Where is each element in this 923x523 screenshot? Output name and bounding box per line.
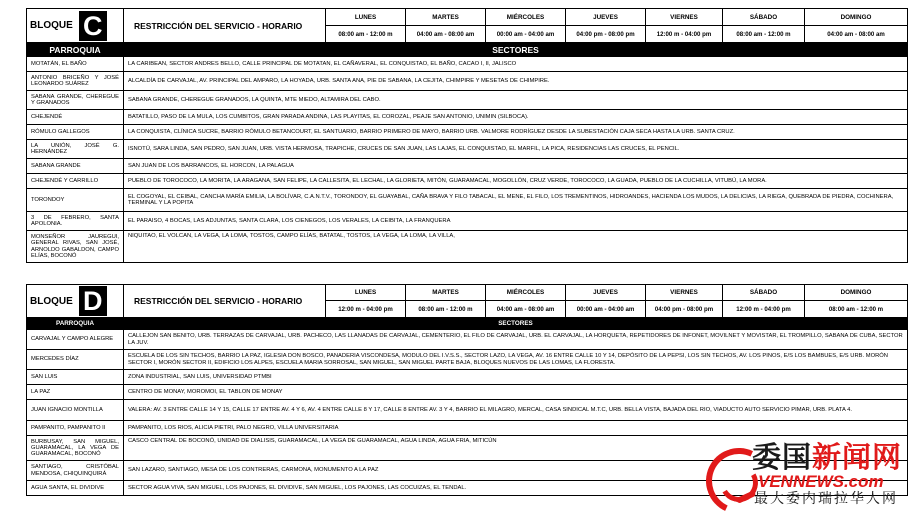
- bloque-letter: C: [79, 11, 107, 41]
- table-row: [27, 385, 908, 400]
- time-slot-friday: 12:00 m - 04:00 pm: [646, 26, 723, 43]
- table-row: [27, 330, 908, 350]
- day-header-monday: LUNES: [326, 285, 406, 301]
- schedule-table-c: [26, 8, 908, 263]
- watermark-title-a: 委国: [752, 442, 813, 474]
- parroquia-column-header: PARROQUIA: [27, 318, 124, 330]
- sectores-cell: CASCO CENTRAL DE BOCONÓ, UNIDAD DE DIALISIS, GUARAMACAL, LA VEGA DE GUARAMACAL, AGUA LINDA, AGUA FRIA, MITICÚN: [124, 436, 908, 461]
- bloque-label: BLOQUE: [30, 295, 73, 307]
- day-header-saturday: SÁBADO: [723, 285, 805, 301]
- time-slot-wednesday: 00:00 am - 04:00 am: [486, 26, 566, 43]
- table-row: [27, 110, 908, 125]
- table-row: [27, 140, 908, 159]
- bloque-letter: D: [79, 286, 107, 316]
- parroquia-cell: BURBUSAY, SAN MIGUEL, GUARAMACAL, LA VEGA DE GUARAMACAL, BOCONÓ: [27, 436, 124, 461]
- day-header-monday: LUNES: [326, 9, 406, 26]
- table-row: [27, 400, 908, 421]
- time-slot-tuesday: 04:00 am - 08:00 am: [406, 26, 486, 43]
- day-header-wednesday: MIÉRCOLES: [486, 285, 566, 301]
- bloque-label: BLOQUE: [30, 20, 73, 31]
- sectores-cell: CENTRO DE MONAY, MOROMOI, EL TABLON DE MONAY: [124, 385, 908, 400]
- table-row: [27, 350, 908, 370]
- parroquia-cell: MONSEÑOR JAUREGUI, GENERAL RIVAS, SAN JOSÉ, ARNOLDO GABALDON, CAMPO ELÍAS, BOCONÓ: [27, 231, 124, 263]
- table-row: [27, 212, 908, 231]
- parroquia-cell: SAN LUIS: [27, 370, 124, 385]
- table-row: [27, 370, 908, 385]
- parroquia-cell: CHEJENDÉ: [27, 110, 124, 125]
- sectores-cell: ISNOTÚ, SARA LINDA, SAN PEDRO, SAN JUAN, URB. VISTA HERMOSA, TRAPICHE, CRUCES DE SAN JUAN, LAS LAJAS, EL CONQUISTAO, EL MARFIL, LA PICA, RESIDENCIAS LAS CRUCES, EL PENCIL.: [124, 140, 908, 159]
- parroquia-cell: AGUA SANTA, EL DIVIDIVE: [27, 481, 124, 496]
- watermark-title: [752, 442, 902, 474]
- day-header-thursday: JUEVES: [566, 9, 646, 26]
- parroquia-cell: LA PAZ: [27, 385, 124, 400]
- parroquia-cell: SANTIAGO, CRISTÓBAL MENDOSA, CHIQUINQUIRÁ: [27, 461, 124, 481]
- day-header-thursday: JUEVES: [566, 285, 646, 301]
- time-slot-tuesday: 08:00 am - 12:00 m: [406, 301, 486, 318]
- schedule-title: RESTRICCIÓN DEL SERVICIO - HORARIO: [124, 9, 326, 43]
- time-slot-monday: 08:00 am - 12:00 m: [326, 26, 406, 43]
- time-slot-thursday: 00:00 am - 04:00 am: [566, 301, 646, 318]
- sectores-cell: ALCALDÍA DE CARVAJAL, AV. PRINCIPAL DEL AMPARO, LA HOYADA, URB. SANTA ANA, PIE DE SABANA, LA CEJITA, CHIMPIRE Y MESETAS DE CHIMPIRE.: [124, 72, 908, 91]
- sectores-cell: BATATILLO, PASO DE LA MULA, LOS CUMBITOS, GRAN PARADA ANDINA, LAS PLAYITAS, EL COROZAL, PEAJE SAN ANTONIO, UNIMIN (SILBOCA).: [124, 110, 908, 125]
- column-header-bar: [27, 43, 908, 57]
- parroquia-column-header: PARROQUIA: [27, 43, 124, 57]
- sectores-cell: LA CONQUISTA, CLÍNICA SUCRE, BARRIO RÓMULO BETANCOURT, EL SANTUARIO, BARRIO PRIMERO DE MAYO, BARRIO URB. VALMORE RODRÍGUEZ DESDE LA SUBESTACIÓN CAJA SECA HASTA LA URB. SANTA CRUZ.: [124, 125, 908, 140]
- watermark-tagline: 最大委内瑞拉华人网: [754, 490, 898, 506]
- time-slot-saturday: 12:00 m - 04:00 pm: [723, 301, 805, 318]
- parroquia-cell: JUAN IGNACIO MONTILLA: [27, 400, 124, 421]
- sectores-cell: EL PARAISO, 4 BOCAS, LAS ADJUNTAS, SANTA CLARA, LOS CIENEGOS, LOS VERALES, LA CEIBITA, LA FRANQUERA: [124, 212, 908, 231]
- sectores-cell: PUEBLO DE TOROCOCO, LA MORITA, LA ARAGANA, SAN FELIPE, LA CALLESITA, EL LECHAL, LA GLORIETA, MITÓN, GUARAMACAL, MOGOLLÓN, CRUZ VERDE, TOROCOCO, LA GUADA, PUEBLO DE LA CUCHILLA, VITUBÚ, LA MORA.: [124, 174, 908, 189]
- block-c-schedule: [26, 8, 907, 263]
- parroquia-cell: TORONDOY: [27, 189, 124, 212]
- bloque-label-cell: [27, 285, 124, 318]
- table-row: [27, 72, 908, 91]
- sectores-cell: ESCUELA DE LOS SIN TECHOS, BARRIO LA PAZ, IGLESIA DON BOSCO, PANADERIA VISCONDESA, MODULO DEL I.V.S.S., SECTOR LAZO, LA VEGA, AV. 16 ENTRE CALLE 10 Y 14, DEPÓSITO DE LA PEPSI, LOS SIN TECHOS, AV. LOS PINOS, E/S LOS BAMBUES, E/S URB. MORÓN SECTOR I, MORÓN SECTOR II, EDIFICIO LOS ALPES, ESCUELA MARIA SORROSAL, SAN MIGUEL, SAN MIGUEL PARTE BAJA, BLOQUES NUEVOS DE LAS LOMAS, LA FLORESTA.: [124, 350, 908, 370]
- table-row: [27, 189, 908, 212]
- table-row: [27, 159, 908, 174]
- parroquia-cell: ANTONIO BRICEÑO Y JOSÉ LEONARDO SUÁREZ: [27, 72, 124, 91]
- parroquia-cell: SABANA GRANDE: [27, 159, 124, 174]
- schedule-title: RESTRICCIÓN DEL SERVICIO - HORARIO: [124, 285, 326, 318]
- table-row: [27, 91, 908, 110]
- sectores-cell: VALERA: AV. 3 ENTRE CALLE 14 Y 15, CALLE 17 ENTRE AV. 4 Y 6, AV. 4 ENTRE CALLE 8 Y 17, CALLE 8 ENTRE AV. 3 Y 4, BARRIO EL MILAGRO, MERCAL, CASA SINDICAL M.T.C, URB. BELLA VISTA, BAJADA DEL RIO, VIADUCTO AUTO SERVICIO PIMAR, URB. PLATA 4.: [124, 400, 908, 421]
- day-header-saturday: SÁBADO: [723, 9, 805, 26]
- table-row: [27, 421, 908, 436]
- vennews-watermark: [706, 442, 916, 508]
- sectores-cell: LA CARIBEAN, SECTOR ANDRES BELLO, CALLE PRINCIPAL DE MOTATAN, EL CAÑAVERAL, EL CONQUISTAO, EL BAÑO, CACAO I, II, JALISCO: [124, 57, 908, 72]
- parroquia-cell: MOTATÁN, EL BAÑO: [27, 57, 124, 72]
- time-slot-saturday: 08:00 am - 12:00 m: [723, 26, 805, 43]
- bloque-label-cell: [27, 9, 124, 43]
- watermark-title-b: 新闻网: [812, 442, 903, 474]
- day-header-wednesday: MIÉRCOLES: [486, 9, 566, 26]
- sectores-cell: ZONA INDUSTRIAL, SAN LUIS, UNIVERSIDAD PTMBI: [124, 370, 908, 385]
- day-header-tuesday: MARTES: [406, 285, 486, 301]
- parroquia-cell: SABANA GRANDE, CHEREGUE Y GRANADOS: [27, 91, 124, 110]
- sectores-cell: PAMPANITO, LOS RIOS, ALICIA PIETRI, PALO NEGRO, VILLA UNIVERSITARIA: [124, 421, 908, 436]
- table-row: [27, 231, 908, 263]
- table-row: [27, 57, 908, 72]
- time-slot-sunday: 08:00 am - 12:00 m: [805, 301, 908, 318]
- sectores-cell: EL COGOYAL, EL CEIBAL, CANCHA MARÍA EMILIA, LA BOLÍVAR, C.A.N.T.V., TORONDOY, EL GUAYABAL, CAÑA BRAVA Y FILO TABACAL, EL MENE, EL FILO, LOS TREMENTINOS, HIDROANDES, HACIENDA LOS MUDOS, LA DELICIAS, LA RIEGA, QUEBRADA DE PIEDRA, COCHINERA, TERMINAL Y LA POPITA: [124, 189, 908, 212]
- sectores-cell: SAN LAZARO, SANTIAGO, MESA DE LOS CONTRERAS, CARMONA, MONUMENTO A LA PAZ: [124, 461, 908, 481]
- time-slot-wednesday: 04:00 am - 08:00 am: [486, 301, 566, 318]
- table-row: [27, 174, 908, 189]
- sectores-cell: SECTOR AGUA VIVA, SAN MIGUEL, LOS PAJONES, EL DIVIDIVE, SAN MIGUEL, LOS PAJONES, LAS COCUIZAS, EL TENDAL.: [124, 481, 908, 496]
- sectores-cell: SABANA GRANDE, CHEREGUE GRANADOS, LA QUINTA, MTE MIEDO, ALTAMIRA DEL CABO.: [124, 91, 908, 110]
- day-header-sunday: DOMINGO: [805, 285, 908, 301]
- sectores-column-header: SECTORES: [124, 43, 908, 57]
- parroquia-cell: 3 DE FEBRERO, SANTA APOLONIA.: [27, 212, 124, 231]
- time-slot-monday: 12:00 m - 04:00 pm: [326, 301, 406, 318]
- day-header-friday: VIERNES: [646, 9, 723, 26]
- time-slot-friday: 04:00 pm - 08:00 pm: [646, 301, 723, 318]
- table-row: [27, 125, 908, 140]
- parroquia-cell: PAMPANITO, PAMPANITO II: [27, 421, 124, 436]
- day-header-sunday: DOMINGO: [805, 9, 908, 26]
- parroquia-cell: CARVAJAL Y CAMPO ALEGRE: [27, 330, 124, 350]
- watermark-url: VENNEWS.com: [758, 472, 884, 491]
- day-header-friday: VIERNES: [646, 285, 723, 301]
- time-slot-thursday: 04:00 pm - 08:00 pm: [566, 26, 646, 43]
- parroquia-cell: RÓMULO GALLEGOS: [27, 125, 124, 140]
- column-header-bar: [27, 318, 908, 330]
- sectores-column-header: SECTORES: [124, 318, 908, 330]
- day-header-tuesday: MARTES: [406, 9, 486, 26]
- sectores-cell: CALLEJON SAN BENITO, URB. TERRAZAS DE CARVAJAL, URB. PACHECO, LAS LLANADAS DE CARVAJAL, CEMENTERIO, EL FILO DE CARVAJAL, URB. EL CARVAJAL, LA HORQUETA, REPETIDORES DE INFONET, MOVILNET Y MOVISTAR, EL TROMPILLO, SABANA DE CUBA, SECTOR LA JUV.: [124, 330, 908, 350]
- sectores-cell: NIQUITAO, EL VOLCAN, LA VEGA, LA LOMA, TOSTOS, CAMPO ELÍAS, BATATAL, TOSTOS, LA VEGA, LA LOMA, LA VILLA,: [124, 231, 908, 263]
- parroquia-cell: LA UNIÓN, JOSÉ G. HERNÁNDEZ: [27, 140, 124, 159]
- sectores-cell: SAN JUAN DE LOS BARRANCOS, EL HORCON, LA PALAGUA: [124, 159, 908, 174]
- time-slot-sunday: 04:00 am - 08:00 am: [805, 26, 908, 43]
- parroquia-cell: CHEJENDÉ Y CARRILLO: [27, 174, 124, 189]
- parroquia-cell: MERCEDES DÍAZ: [27, 350, 124, 370]
